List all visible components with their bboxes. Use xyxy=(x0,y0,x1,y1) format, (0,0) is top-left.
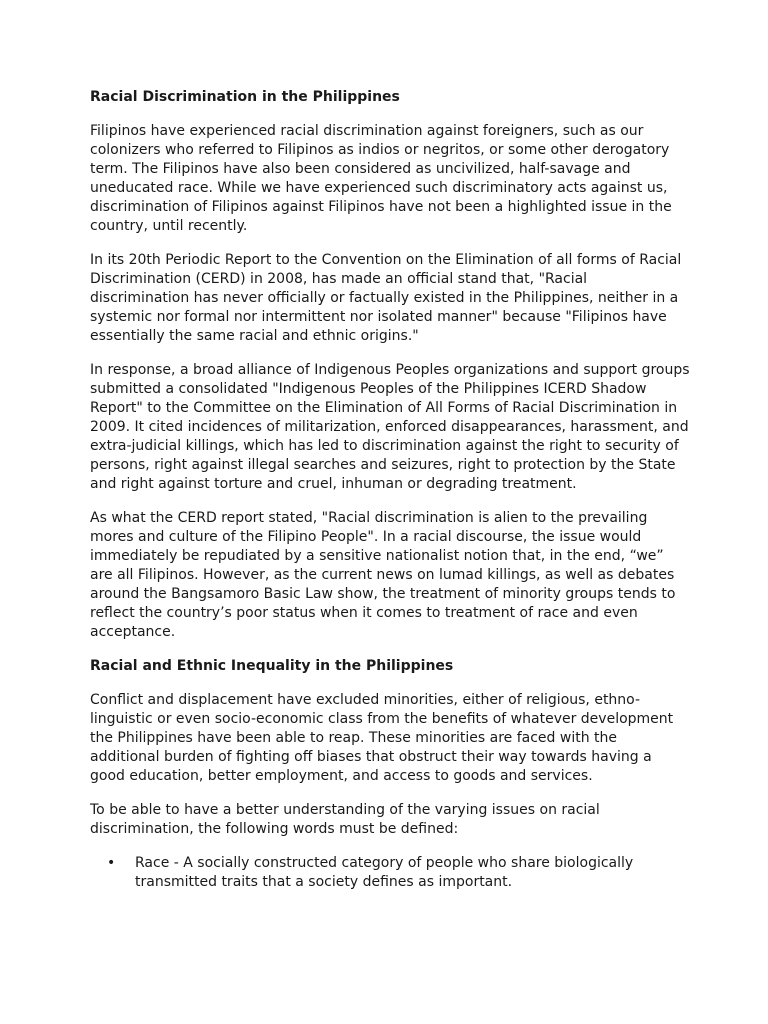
paragraph-cerd-report-stated: As what the CERD report stated, "Racial discrimination is alien to the prevailing mores and culture of the Filipino People". In a racial discourse, the issue would immediately be repudiated by a sensitive nationalist notion that, in the end, “we” are all Filipinos. However, as the current news on lumad killings, as well as debates around the Bangsamoro Basic Law show, the treatment of minority groups tends to reflect the country’s poor status when it comes to treatment of race and even acceptance. xyxy=(90,510,676,640)
paragraph-shadow-report: In response, a broad alliance of Indigenous Peoples organizations and support groups submitted a consolidated "Indigenous Peoples of the Philippines ICERD Shadow Report" to the Committee on the Elimination of All Forms of Racial Discrimination in 2009. It cited incidences of militarization, enforced disappearances, harassment, and extra-judicial killings, which has led to discrimination against the right to security of persons, right against illegal searches and seizures, right to protection by the State and right against torture and cruel, inhuman or degrading treatment. xyxy=(90,362,690,492)
list-item-text: Race - A socially constructed category of people who share biologically transmitted traits that a society defines as important. xyxy=(135,855,634,890)
paragraph-better-understanding: To be able to have a better understanding of the varying issues on racial discrimination, the following words must be defined: xyxy=(90,802,600,837)
section-heading-racial-discrimination: Racial Discrimination in the Philippines xyxy=(90,89,400,105)
paragraph-filipinos-experienced: Filipinos have experienced racial discrimination against foreigners, such as our colonizers who referred to Filipinos as indios or negritos, or some other derogatory term. The Filipinos have also been considered as uncivilized, half-savage and uneducated race. While we have experienced such discriminatory acts against us, discrimination of Filipinos against Filipinos have not been a highlighted issue in the country, until recently. xyxy=(90,123,672,234)
bullet-icon: • xyxy=(107,855,116,871)
paragraph-conflict-displacement: Conflict and displacement have excluded minorities, either of religious, ethno-linguistic or even socio-economic class from the benefits of whatever development the Philippines have been able to reap. These minorities are faced with the additional burden of fighting off biases that obstruct their way towards having a good education, better employment, and access to goods and services. xyxy=(90,692,674,784)
definitions-list xyxy=(90,854,690,892)
paragraph-periodic-report: In its 20th Periodic Report to the Convention on the Elimination of all forms of Racial Discrimination (CERD) in 2008, has made an official stand that, "Racial discrimination has never officially or factually existed in the Philippines, neither in a systemic nor formal nor intermittent nor isolated manner" because "Filipinos have essentially the same racial and ethnic origins." xyxy=(90,252,682,344)
list-item-race xyxy=(90,854,690,892)
section-heading-racial-ethnic-inequality: Racial and Ethnic Inequality in the Philippines xyxy=(90,658,454,674)
document-page xyxy=(90,88,690,892)
